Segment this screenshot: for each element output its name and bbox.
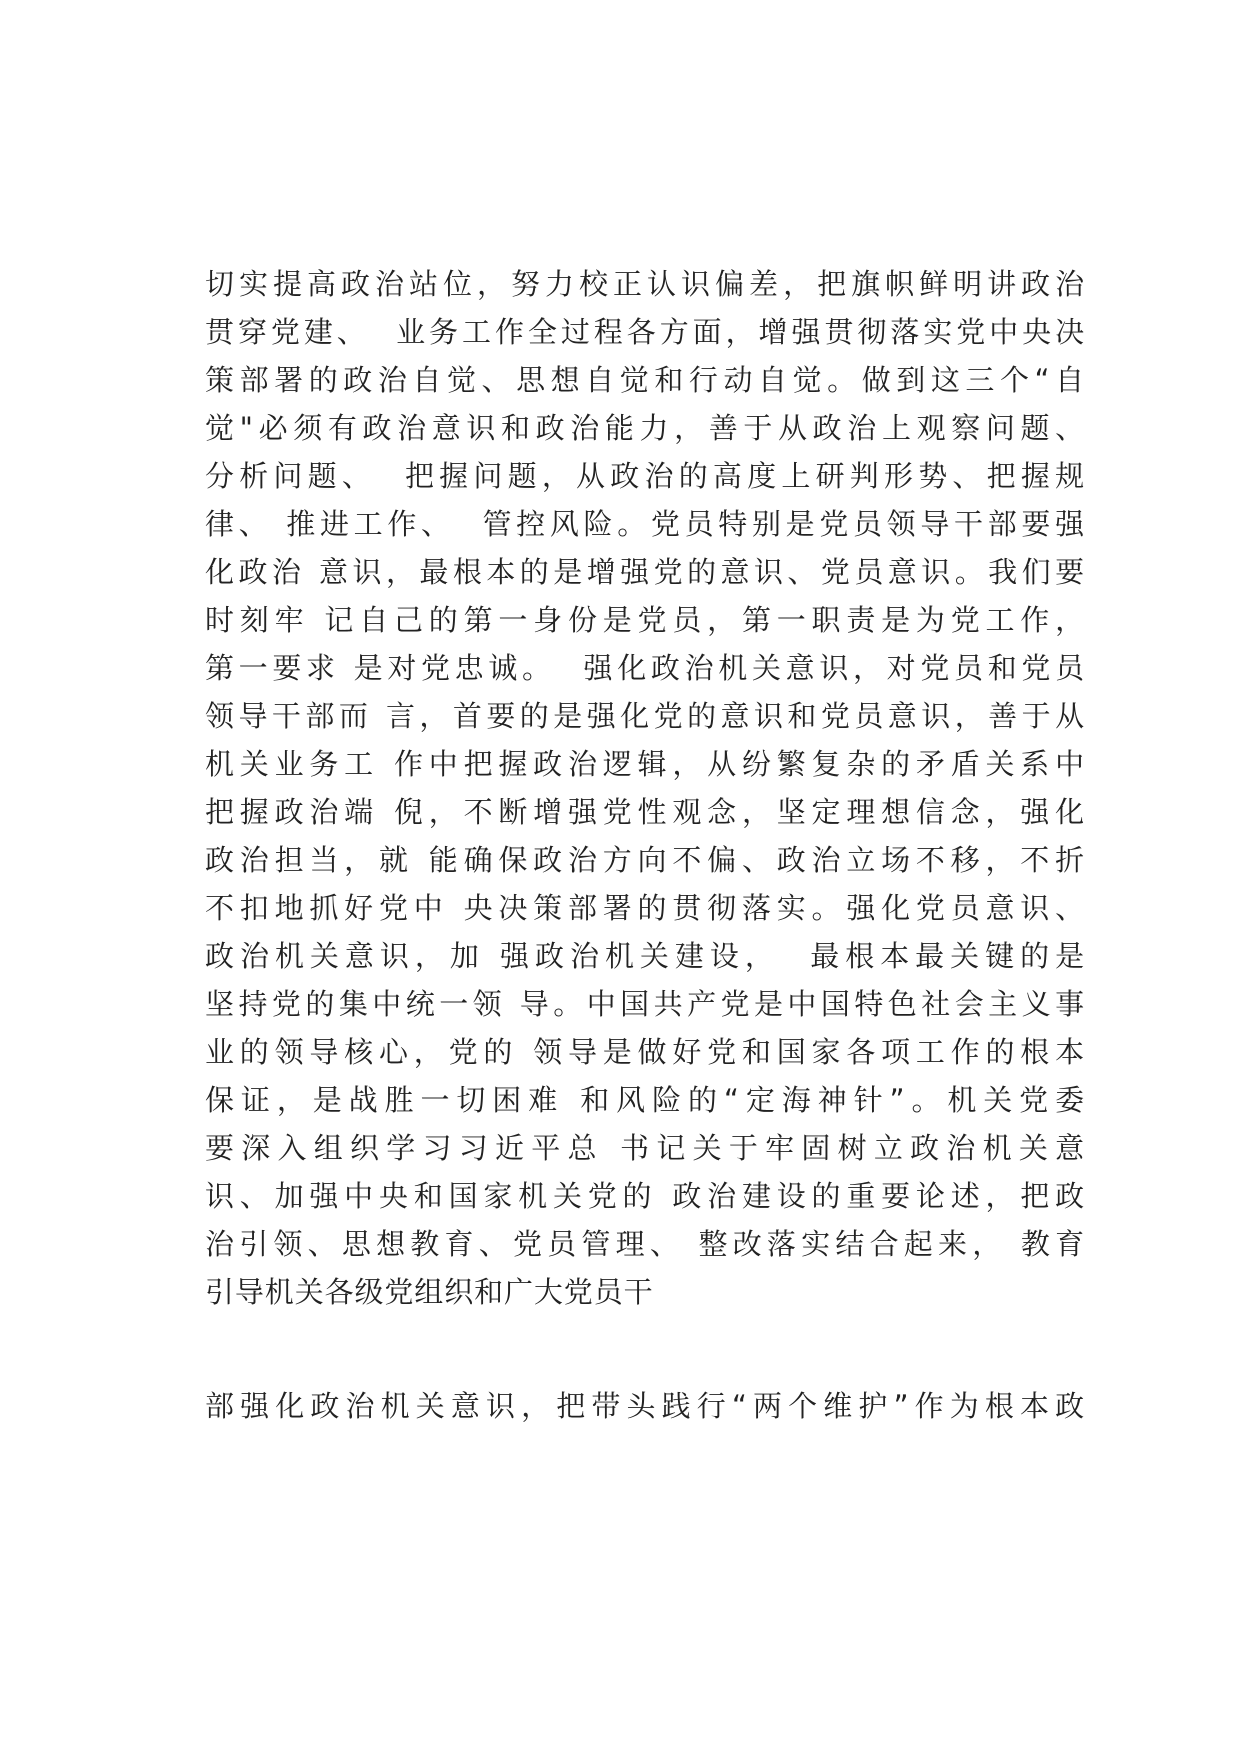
text-line: 要深入组织学习习近平总 书记关于牢固树立政治机关意 (205, 1131, 1085, 1165)
text-line: 识、加强中央和国家机关党的 政治建设的重要论述，把政 (205, 1179, 1085, 1213)
text-line: 不扣地抓好党中 央决策部署的贯彻落实。强化党员意识、 (205, 891, 1085, 925)
text-line: 引导机关各级党组织和广大党员干 (205, 1275, 654, 1309)
text-line: 策部署的政治自觉、思想自觉和行动自觉。做到这三个“自 (205, 363, 1085, 397)
text-line: 机关业务工 作中把握政治逻辑，从纷繁复杂的矛盾关系中 (205, 747, 1085, 781)
text-line: 律、 推进工作、 管控风险。党员特别是党员领导干部要强 (205, 507, 1085, 541)
text-line: 第一要求 是对党忠诚。 强化政治机关意识，对党员和党员 (205, 651, 1085, 685)
text-line: 时刻牢 记自己的第一身份是党员，第一职责是为党工作， (205, 603, 1085, 637)
body-paragraph (205, 260, 1085, 1316)
text-line: 领导干部而 言，首要的是强化党的意识和党员意识，善于从 (205, 699, 1085, 733)
text-line: 业的领导核心，党的 领导是做好党和国家各项工作的根本 (205, 1035, 1085, 1069)
text-line: 政治机关意识，加 强政治机关建设， 最根本最关键的是 (205, 939, 1085, 973)
text-line: 化政治 意识，最根本的是增强党的意识、党员意识。我们要 (205, 555, 1085, 589)
text-line: 觉"必须有政治意识和政治能力，善于从政治上观察问题、 (205, 411, 1085, 445)
body-paragraph (205, 1382, 1085, 1430)
text-line: 把握政治端 倪，不断增强党性观念，坚定理想信念，强化 (205, 795, 1085, 829)
text-line: 部强化政治机关意识，把带头践行“两个维护”作为根本政 (205, 1389, 1085, 1423)
text-line: 坚持党的集中统一领 导。中国共产党是中国特色社会主义事 (205, 987, 1085, 1021)
text-line: 分析问题、 把握问题，从政治的高度上研判形势、把握规 (205, 459, 1085, 493)
text-line: 切实提高政治站位，努力校正认识偏差，把旗帜鲜明讲政治 (205, 267, 1085, 301)
text-line: 政治担当，就 能确保政治方向不偏、政治立场不移，不折 (205, 843, 1085, 877)
text-line: 贯穿党建、 业务工作全过程各方面，增强贯彻落实党中央决 (205, 315, 1085, 349)
text-line: 治引领、思想教育、党员管理、 整改落实结合起来， 教育 (205, 1227, 1085, 1261)
text-line: 保证，是战胜一切困难 和风险的“定海神针”。机关党委 (205, 1083, 1085, 1117)
